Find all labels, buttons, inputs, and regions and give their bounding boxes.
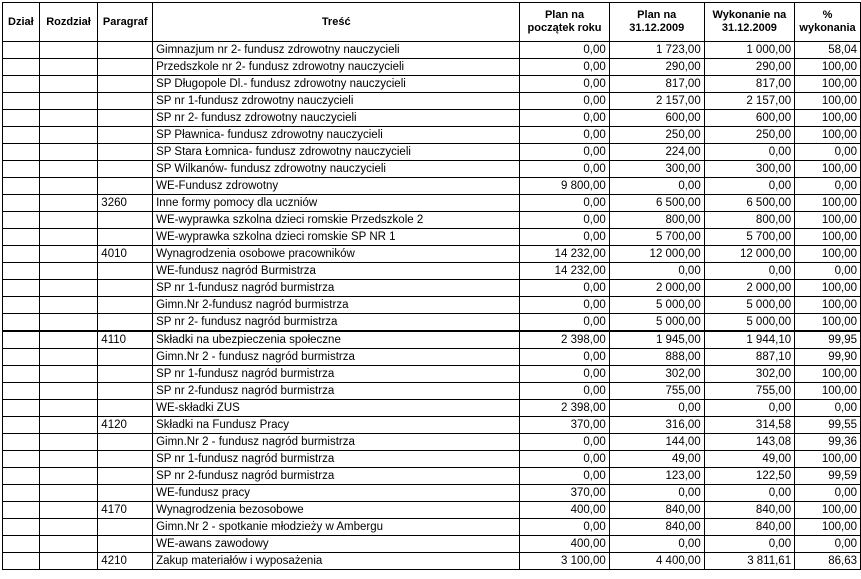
cell-procent: 100,00	[795, 383, 861, 400]
cell-dzial	[3, 331, 40, 349]
cell-dzial	[3, 76, 40, 93]
cell-wykonanie: 5 000,00	[704, 314, 794, 332]
table-body	[3, 42, 861, 570]
cell-wykonanie: 6 500,00	[704, 195, 794, 212]
cell-wykonanie: 800,00	[704, 212, 794, 229]
cell-plan-start: 0,00	[520, 434, 609, 451]
cell-procent: 99,90	[795, 349, 861, 366]
cell-procent: 100,00	[795, 246, 861, 263]
cell-tresc: WE-fundusz nagród Burmistrza	[153, 263, 520, 280]
cell-procent: 58,04	[795, 42, 861, 59]
cell-plan-end: 755,00	[609, 383, 704, 400]
cell-tresc: SP nr 2-fundusz nagród burmistrza	[153, 383, 520, 400]
cell-plan-start: 0,00	[520, 110, 609, 127]
cell-wykonanie: 3 811,61	[704, 553, 794, 570]
cell-plan-end: 6 500,00	[609, 195, 704, 212]
cell-plan-start: 0,00	[520, 314, 609, 332]
cell-tresc: SP Pławnica- fundusz zdrowotny nauczycieli	[153, 127, 520, 144]
cell-dzial	[3, 246, 40, 263]
cell-rozdzial	[39, 468, 98, 485]
header-plan-end-line2: 31.12.2009	[629, 22, 685, 34]
cell-procent: 100,00	[795, 451, 861, 468]
cell-dzial	[3, 314, 40, 332]
cell-wykonanie: 302,00	[704, 366, 794, 383]
table-row	[3, 434, 861, 451]
cell-plan-start: 370,00	[520, 417, 609, 434]
cell-rozdzial	[39, 76, 98, 93]
cell-procent: 100,00	[795, 297, 861, 314]
cell-dzial	[3, 110, 40, 127]
cell-wykonanie: 5 700,00	[704, 229, 794, 246]
cell-plan-end: 302,00	[609, 366, 704, 383]
cell-plan-start: 0,00	[520, 519, 609, 536]
cell-dzial	[3, 485, 40, 502]
table-row	[3, 212, 861, 229]
cell-rozdzial	[39, 297, 98, 314]
cell-plan-end: 0,00	[609, 485, 704, 502]
cell-procent: 100,00	[795, 127, 861, 144]
cell-wykonanie: 2 157,00	[704, 93, 794, 110]
cell-dzial	[3, 127, 40, 144]
cell-plan-end: 5 700,00	[609, 229, 704, 246]
cell-wykonanie: 887,10	[704, 349, 794, 366]
cell-dzial	[3, 383, 40, 400]
cell-plan-start: 0,00	[520, 349, 609, 366]
cell-procent: 100,00	[795, 195, 861, 212]
cell-plan-end: 800,00	[609, 212, 704, 229]
cell-tresc: WE-awans zawodowy	[153, 536, 520, 553]
cell-wykonanie: 143,08	[704, 434, 794, 451]
cell-dzial	[3, 144, 40, 161]
cell-dzial	[3, 400, 40, 417]
cell-plan-end: 600,00	[609, 110, 704, 127]
table-row	[3, 383, 861, 400]
header-tresc: Treść	[153, 3, 520, 42]
table-row	[3, 144, 861, 161]
cell-wykonanie: 122,50	[704, 468, 794, 485]
cell-plan-end: 290,00	[609, 59, 704, 76]
cell-paragraf	[98, 229, 153, 246]
cell-plan-end: 12 000,00	[609, 246, 704, 263]
cell-rozdzial	[39, 434, 98, 451]
cell-paragraf	[98, 127, 153, 144]
cell-plan-start: 0,00	[520, 161, 609, 178]
cell-procent: 100,00	[795, 280, 861, 297]
cell-tresc: SP nr 2- fundusz zdrowotny nauczycieli	[153, 110, 520, 127]
cell-plan-end: 0,00	[609, 536, 704, 553]
table-row	[3, 451, 861, 468]
cell-dzial	[3, 195, 40, 212]
cell-tresc: WE-Fundusz zdrowotny	[153, 178, 520, 195]
cell-paragraf	[98, 519, 153, 536]
cell-rozdzial	[39, 178, 98, 195]
cell-procent: 100,00	[795, 59, 861, 76]
table-row	[3, 110, 861, 127]
cell-dzial	[3, 229, 40, 246]
cell-wykonanie: 0,00	[704, 485, 794, 502]
cell-paragraf	[98, 314, 153, 332]
table-row	[3, 161, 861, 178]
table-row	[3, 468, 861, 485]
cell-rozdzial	[39, 349, 98, 366]
cell-procent: 0,00	[795, 536, 861, 553]
header-plan-end	[609, 3, 704, 42]
cell-rozdzial	[39, 246, 98, 263]
cell-rozdzial	[39, 485, 98, 502]
cell-plan-end: 5 000,00	[609, 297, 704, 314]
table-row	[3, 331, 861, 349]
cell-rozdzial	[39, 263, 98, 280]
table-row	[3, 519, 861, 536]
cell-paragraf	[98, 349, 153, 366]
cell-plan-end: 840,00	[609, 519, 704, 536]
cell-plan-start: 0,00	[520, 280, 609, 297]
cell-rozdzial	[39, 212, 98, 229]
cell-plan-end: 817,00	[609, 76, 704, 93]
budget-table	[2, 2, 861, 570]
cell-plan-start: 0,00	[520, 468, 609, 485]
cell-plan-end: 2 157,00	[609, 93, 704, 110]
cell-plan-start: 0,00	[520, 212, 609, 229]
cell-rozdzial	[39, 161, 98, 178]
cell-procent: 100,00	[795, 314, 861, 332]
cell-dzial	[3, 519, 40, 536]
cell-procent: 100,00	[795, 366, 861, 383]
cell-rozdzial	[39, 314, 98, 332]
cell-tresc: Gimn.Nr 2-fundusz nagród burmistrza	[153, 297, 520, 314]
table-row	[3, 553, 861, 570]
cell-wykonanie: 0,00	[704, 263, 794, 280]
cell-plan-start: 9 800,00	[520, 178, 609, 195]
cell-dzial	[3, 502, 40, 519]
cell-paragraf	[98, 93, 153, 110]
cell-wykonanie: 12 000,00	[704, 246, 794, 263]
cell-plan-start: 2 398,00	[520, 400, 609, 417]
cell-wykonanie: 0,00	[704, 144, 794, 161]
cell-rozdzial	[39, 451, 98, 468]
cell-wykonanie: 250,00	[704, 127, 794, 144]
header-wykonanie	[704, 3, 794, 42]
cell-plan-end: 224,00	[609, 144, 704, 161]
cell-tresc: SP nr 1-fundusz zdrowotny nauczycieli	[153, 93, 520, 110]
cell-plan-start: 0,00	[520, 59, 609, 76]
cell-plan-end: 0,00	[609, 178, 704, 195]
cell-tresc: Gimn.Nr 2 - fundusz nagród burmistrza	[153, 434, 520, 451]
cell-plan-start: 0,00	[520, 195, 609, 212]
cell-paragraf: 4170	[98, 502, 153, 519]
cell-paragraf	[98, 212, 153, 229]
cell-rozdzial	[39, 59, 98, 76]
table-row	[3, 400, 861, 417]
table-row	[3, 297, 861, 314]
cell-paragraf	[98, 178, 153, 195]
cell-paragraf	[98, 161, 153, 178]
cell-plan-end: 888,00	[609, 349, 704, 366]
cell-wykonanie: 314,58	[704, 417, 794, 434]
cell-wykonanie: 0,00	[704, 178, 794, 195]
cell-plan-start: 0,00	[520, 383, 609, 400]
table-row	[3, 229, 861, 246]
cell-paragraf	[98, 110, 153, 127]
cell-tresc: WE-fundusz pracy	[153, 485, 520, 502]
header-wykonanie-line2: 31.12.2009	[721, 22, 777, 34]
cell-plan-start: 0,00	[520, 297, 609, 314]
cell-plan-start: 0,00	[520, 366, 609, 383]
cell-plan-start: 0,00	[520, 451, 609, 468]
cell-wykonanie: 0,00	[704, 536, 794, 553]
cell-paragraf	[98, 434, 153, 451]
cell-plan-end: 250,00	[609, 127, 704, 144]
cell-paragraf	[98, 42, 153, 59]
cell-paragraf	[98, 59, 153, 76]
header-plan-start	[520, 3, 609, 42]
cell-plan-start: 0,00	[520, 93, 609, 110]
cell-rozdzial	[39, 536, 98, 553]
cell-paragraf: 4210	[98, 553, 153, 570]
cell-dzial	[3, 59, 40, 76]
cell-paragraf	[98, 144, 153, 161]
cell-dzial	[3, 536, 40, 553]
cell-plan-end: 123,00	[609, 468, 704, 485]
cell-wykonanie: 817,00	[704, 76, 794, 93]
cell-rozdzial	[39, 229, 98, 246]
cell-wykonanie: 5 000,00	[704, 297, 794, 314]
cell-procent: 86,63	[795, 553, 861, 570]
header-procent-line2: wykonania	[799, 22, 856, 34]
cell-procent: 99,59	[795, 468, 861, 485]
table-row	[3, 536, 861, 553]
cell-procent: 0,00	[795, 400, 861, 417]
cell-plan-end: 0,00	[609, 400, 704, 417]
cell-plan-start: 370,00	[520, 485, 609, 502]
cell-dzial	[3, 161, 40, 178]
cell-tresc: Zakup materiałów i wyposażenia	[153, 553, 520, 570]
cell-wykonanie: 300,00	[704, 161, 794, 178]
cell-tresc: SP nr 1-fundusz nagród burmistrza	[153, 366, 520, 383]
cell-dzial	[3, 263, 40, 280]
cell-dzial	[3, 297, 40, 314]
cell-dzial	[3, 366, 40, 383]
header-rozdzial: Rozdział	[39, 3, 98, 42]
cell-procent: 100,00	[795, 212, 861, 229]
table-header	[3, 3, 861, 42]
cell-plan-start: 3 100,00	[520, 553, 609, 570]
cell-tresc: Wynagrodzenia bezosobowe	[153, 502, 520, 519]
cell-procent: 0,00	[795, 144, 861, 161]
cell-tresc: Gimn.Nr 2 - spotkanie młodzieży w Ambergu	[153, 519, 520, 536]
cell-rozdzial	[39, 144, 98, 161]
cell-procent: 100,00	[795, 93, 861, 110]
cell-plan-start: 14 232,00	[520, 263, 609, 280]
cell-paragraf	[98, 297, 153, 314]
cell-tresc: SP Wilkanów- fundusz zdrowotny nauczycieli	[153, 161, 520, 178]
cell-rozdzial	[39, 93, 98, 110]
cell-procent: 100,00	[795, 519, 861, 536]
cell-dzial	[3, 417, 40, 434]
cell-procent: 99,95	[795, 331, 861, 349]
cell-tresc: WE-składki ZUS	[153, 400, 520, 417]
cell-paragraf	[98, 485, 153, 502]
cell-rozdzial	[39, 519, 98, 536]
cell-rozdzial	[39, 502, 98, 519]
table-row	[3, 42, 861, 59]
table-row	[3, 349, 861, 366]
cell-procent: 100,00	[795, 76, 861, 93]
table-row	[3, 178, 861, 195]
cell-plan-end: 1 945,00	[609, 331, 704, 349]
cell-dzial	[3, 349, 40, 366]
cell-procent: 99,36	[795, 434, 861, 451]
cell-wykonanie: 840,00	[704, 502, 794, 519]
cell-procent: 0,00	[795, 485, 861, 502]
cell-tresc: Składki na Fundusz Pracy	[153, 417, 520, 434]
cell-rozdzial	[39, 331, 98, 349]
header-paragraf: Paragraf	[98, 3, 153, 42]
cell-tresc: SP nr 2- fundusz nagród burmistrza	[153, 314, 520, 332]
cell-plan-start: 400,00	[520, 536, 609, 553]
cell-dzial	[3, 468, 40, 485]
cell-paragraf	[98, 383, 153, 400]
cell-paragraf	[98, 536, 153, 553]
table-row	[3, 280, 861, 297]
cell-procent: 100,00	[795, 229, 861, 246]
cell-tresc: Gimnazjum nr 2- fundusz zdrowotny nauczycieli	[153, 42, 520, 59]
cell-paragraf	[98, 263, 153, 280]
cell-rozdzial	[39, 383, 98, 400]
cell-procent: 0,00	[795, 178, 861, 195]
cell-rozdzial	[39, 110, 98, 127]
cell-tresc: SP nr 2-fundusz nagród burmistrza	[153, 468, 520, 485]
cell-paragraf: 4010	[98, 246, 153, 263]
cell-tresc: Inne formy pomocy dla uczniów	[153, 195, 520, 212]
table-row	[3, 59, 861, 76]
table-row	[3, 263, 861, 280]
cell-dzial	[3, 451, 40, 468]
cell-paragraf	[98, 280, 153, 297]
cell-plan-start: 0,00	[520, 144, 609, 161]
table-row	[3, 314, 861, 332]
header-plan-start-line1: Plan na	[544, 9, 585, 21]
cell-plan-end: 0,00	[609, 263, 704, 280]
header-plan-end-line1: Plan na	[637, 9, 677, 21]
cell-tresc: Wynagrodzenia osobowe pracowników	[153, 246, 520, 263]
cell-paragraf	[98, 76, 153, 93]
cell-plan-end: 316,00	[609, 417, 704, 434]
cell-wykonanie: 1 000,00	[704, 42, 794, 59]
cell-paragraf	[98, 366, 153, 383]
cell-paragraf: 3260	[98, 195, 153, 212]
cell-plan-start: 0,00	[520, 127, 609, 144]
table-row	[3, 195, 861, 212]
cell-rozdzial	[39, 553, 98, 570]
cell-plan-end: 2 000,00	[609, 280, 704, 297]
cell-rozdzial	[39, 366, 98, 383]
cell-plan-start: 2 398,00	[520, 331, 609, 349]
table-row	[3, 93, 861, 110]
cell-tresc: SP Stara Łomnica- fundusz zdrowotny nauczycieli	[153, 144, 520, 161]
cell-plan-start: 0,00	[520, 42, 609, 59]
cell-procent: 100,00	[795, 110, 861, 127]
table-row	[3, 76, 861, 93]
header-dzial: Dział	[3, 3, 40, 42]
cell-dzial	[3, 553, 40, 570]
cell-plan-end: 5 000,00	[609, 314, 704, 332]
cell-dzial	[3, 434, 40, 451]
cell-wykonanie: 755,00	[704, 383, 794, 400]
cell-rozdzial	[39, 400, 98, 417]
cell-plan-start: 0,00	[520, 229, 609, 246]
header-procent	[795, 3, 861, 42]
cell-paragraf	[98, 468, 153, 485]
cell-dzial	[3, 212, 40, 229]
cell-procent: 100,00	[795, 161, 861, 178]
cell-rozdzial	[39, 280, 98, 297]
cell-plan-end: 144,00	[609, 434, 704, 451]
table-row	[3, 502, 861, 519]
cell-rozdzial	[39, 417, 98, 434]
table-row	[3, 417, 861, 434]
table-row	[3, 246, 861, 263]
cell-plan-start: 14 232,00	[520, 246, 609, 263]
cell-tresc: WE-wyprawka szkolna dzieci romskie SP NR 1	[153, 229, 520, 246]
cell-plan-end: 49,00	[609, 451, 704, 468]
cell-dzial	[3, 42, 40, 59]
table-row	[3, 485, 861, 502]
cell-dzial	[3, 178, 40, 195]
table-row	[3, 127, 861, 144]
cell-plan-end: 840,00	[609, 502, 704, 519]
cell-wykonanie: 840,00	[704, 519, 794, 536]
cell-tresc: Składki na ubezpieczenia społeczne	[153, 331, 520, 349]
header-wykonanie-line1: Wykonanie na	[712, 9, 787, 21]
cell-dzial	[3, 93, 40, 110]
cell-wykonanie: 1 944,10	[704, 331, 794, 349]
cell-paragraf: 4120	[98, 417, 153, 434]
cell-plan-start: 0,00	[520, 76, 609, 93]
header-plan-start-line2: początek roku	[527, 22, 602, 34]
cell-wykonanie: 290,00	[704, 59, 794, 76]
cell-tresc: SP nr 1-fundusz nagród burmistrza	[153, 451, 520, 468]
cell-rozdzial	[39, 195, 98, 212]
cell-tresc: SP Długopole Dl.- fundusz zdrowotny nauczycieli	[153, 76, 520, 93]
cell-rozdzial	[39, 42, 98, 59]
cell-paragraf	[98, 400, 153, 417]
cell-wykonanie: 2 000,00	[704, 280, 794, 297]
cell-tresc: Gimn.Nr 2 - fundusz nagród burmistrza	[153, 349, 520, 366]
table-row	[3, 366, 861, 383]
cell-plan-end: 1 723,00	[609, 42, 704, 59]
cell-rozdzial	[39, 127, 98, 144]
cell-procent: 100,00	[795, 502, 861, 519]
cell-dzial	[3, 280, 40, 297]
cell-procent: 99,55	[795, 417, 861, 434]
header-procent-line1: %	[822, 9, 833, 21]
cell-plan-start: 400,00	[520, 502, 609, 519]
cell-plan-end: 300,00	[609, 161, 704, 178]
cell-paragraf: 4110	[98, 331, 153, 349]
cell-procent: 0,00	[795, 263, 861, 280]
cell-paragraf	[98, 451, 153, 468]
cell-tresc: SP nr 1-fundusz nagród burmistrza	[153, 280, 520, 297]
cell-tresc: Przedszkole nr 2- fundusz zdrowotny nauczycieli	[153, 59, 520, 76]
cell-tresc: WE-wyprawka szkolna dzieci romskie Przedszkole 2	[153, 212, 520, 229]
cell-wykonanie: 0,00	[704, 400, 794, 417]
cell-wykonanie: 600,00	[704, 110, 794, 127]
cell-wykonanie: 49,00	[704, 451, 794, 468]
cell-plan-end: 4 400,00	[609, 553, 704, 570]
